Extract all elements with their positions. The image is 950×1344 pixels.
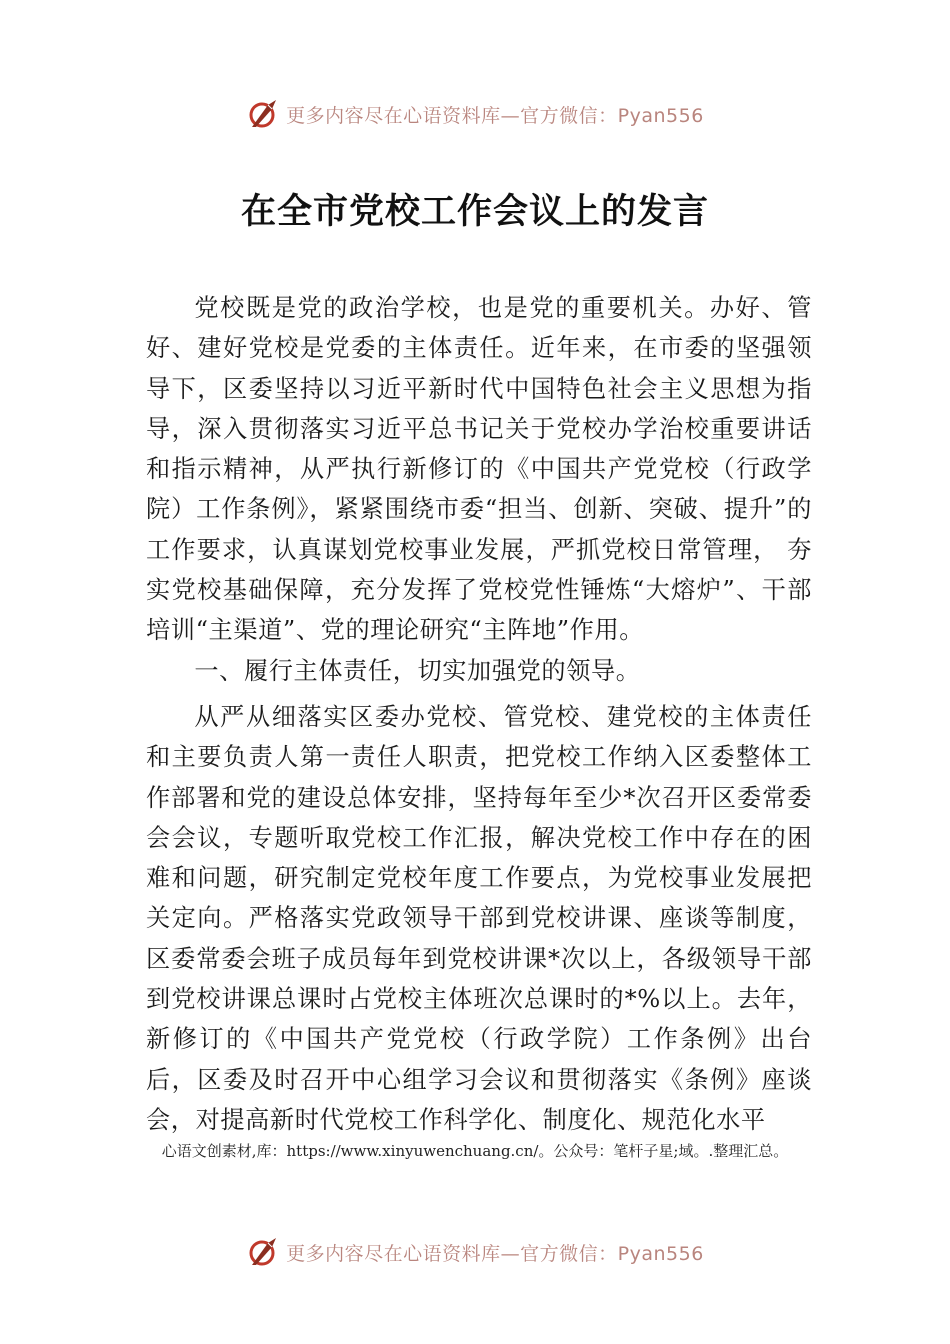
paragraph-intro: 党校既是党的政治学校，也是党的重要机关。办好、管好、建好党校是党委的主体责任。近年来，在市委的坚强领导下，区委坚持以习近平新时代中国特色社会主义思想为指导，深入贯彻落实习近平总书记关于党校办学治校重要讲话和指示精神，从严执行新修订的《中国共产党党校（行政学院）工作条例》，紧紧围绕市委“担当、创新、突破、提升”的工作要求，认真谋划党校事业发展，严抓党校日常管理， 夯实党校基础保障，充分发挥了党校党性锤炼“大熔炉”、干部培训“主渠道”、党的理论研究“主阵地”作用。 — [146, 294, 812, 645]
document-title: 在全市党校工作会议上的发言 — [240, 191, 709, 232]
watermark-banner-bottom — [0, 1232, 950, 1272]
paragraph-section-1: 从严从细落实区委办党校、管党校、建党校的主体责任和主要负责人第一责任人职责，把党校工作纳入区委整体工作部署和党的建设总体安排，坚持每年至少*次召开区委常委会会议，专题听取党校工作汇报，解决党校工作中存在的困难和问题，研究制定党校年度工作要点，为党校事业发展把关定向。严格落实党政领导干部到党校讲课、座谈等制度，区委常委会班子成员每年到党校讲课*次以上，各级领导干部到党校讲课总课时占党校主体班次总课时的*%以上。去年，新修订的《中国共产党党校（行政学院）工作条例》出台后，区委及时召开中心组学习会议和贯彻落实《条例》座谈会，对提高新时代党校工作科学化、制度化、规范化水平 — [146, 702, 812, 1134]
quill-pen-circle-icon — [246, 97, 280, 131]
source-footer-note: 心语文创素材,库：https://www.xinyuwenchuang.cn/。公众号：笔杆子星;域。.整理汇总。 — [161, 1142, 789, 1160]
watermark-text: 更多内容尽在心语资料库—官方微信：Pyan556 — [286, 1242, 704, 1265]
watermark-text: 更多内容尽在心语资料库—官方微信：Pyan556 — [286, 104, 704, 127]
document-body — [146, 288, 812, 1140]
section-heading-1: 一、履行主体责任，切实加强党的领导。 — [194, 656, 641, 685]
quill-pen-circle-icon — [246, 1235, 280, 1269]
watermark-banner-top — [0, 94, 950, 134]
